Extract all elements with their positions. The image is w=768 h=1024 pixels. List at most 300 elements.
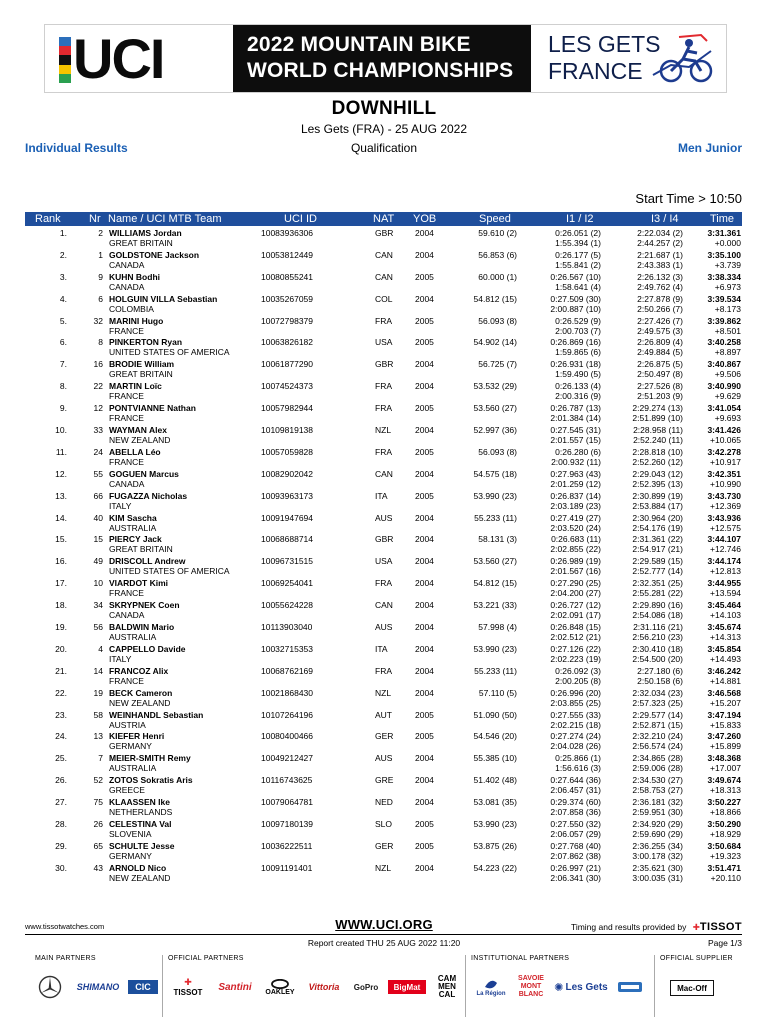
split-i4: 2:52.260 (12) bbox=[632, 456, 683, 467]
uci-id: 10080400466 bbox=[261, 731, 314, 742]
uci-rainbow-stripes bbox=[59, 37, 71, 83]
gopro-logo: GoPro bbox=[353, 982, 379, 992]
rank: 15. bbox=[55, 534, 67, 545]
table-row bbox=[25, 490, 742, 512]
split-i2: 1:55.841 (2) bbox=[555, 259, 601, 270]
tissot-cross-icon: ✚ bbox=[692, 922, 700, 932]
rider-name: GOLDSTONE Jackson bbox=[109, 249, 200, 260]
uci-logo: UCI bbox=[73, 27, 164, 90]
uci-id: 10093963173 bbox=[261, 490, 314, 501]
split-i3: 2:26.875 (5) bbox=[637, 359, 683, 370]
finish-time: 3:40.867 bbox=[707, 359, 741, 370]
speed: 53.560 (27) bbox=[473, 403, 517, 414]
split-i1: 0:27.419 (27) bbox=[550, 512, 601, 523]
rider-country: FRANCE bbox=[109, 588, 144, 599]
time-gap: +14.103 bbox=[710, 610, 741, 621]
finish-time: 3:45.674 bbox=[707, 622, 741, 633]
split-i1: 0:26.727 (12) bbox=[550, 600, 601, 611]
year-of-birth: 2005 bbox=[415, 271, 434, 282]
time-gap: +9.629 bbox=[714, 391, 741, 402]
split-i1: 0:27.545 (31) bbox=[550, 425, 601, 436]
rank: 16. bbox=[55, 556, 67, 567]
nationality-code: USA bbox=[375, 337, 393, 348]
bib-number: 65 bbox=[93, 840, 103, 851]
split-i3: 2:27.878 (9) bbox=[637, 293, 683, 304]
cyclist-icon bbox=[649, 31, 719, 87]
split-i1: 0:26.177 (5) bbox=[555, 249, 601, 260]
year-of-birth: 2004 bbox=[415, 622, 434, 633]
nationality-code: CAN bbox=[375, 249, 393, 260]
rider-country: FRANCE bbox=[109, 675, 144, 686]
rank: 18. bbox=[55, 600, 67, 611]
time-gap: +8.897 bbox=[714, 347, 741, 358]
split-i3: 2:30.964 (20) bbox=[632, 512, 683, 523]
rider-name: HOLGUIN VILLA Sebastian bbox=[109, 293, 218, 304]
split-i3: 2:22.034 (2) bbox=[637, 228, 683, 238]
speed: 54.812 (15) bbox=[473, 578, 517, 589]
split-i4: 2:54.917 (21) bbox=[632, 544, 683, 555]
finish-time: 3:43.730 bbox=[707, 490, 741, 501]
bib-number: 1 bbox=[98, 249, 103, 260]
table-row bbox=[25, 599, 742, 621]
page-title: DOWNHILL bbox=[331, 98, 437, 119]
split-i2: 1:58.641 (4) bbox=[555, 281, 601, 292]
time-gap: +13.594 bbox=[710, 588, 741, 599]
split-i1: 0:26.567 (10) bbox=[550, 271, 601, 282]
table-row bbox=[25, 336, 742, 358]
uci-id: 10091191401 bbox=[261, 862, 313, 873]
rank: 20. bbox=[55, 643, 67, 654]
finish-time: 3:31.361 bbox=[707, 228, 741, 238]
rider-name: WAYMAN Alex bbox=[109, 425, 167, 436]
speed: 54.223 (22) bbox=[473, 862, 517, 873]
bib-number: 56 bbox=[93, 622, 103, 633]
speed: 53.990 (23) bbox=[473, 490, 517, 501]
speed: 54.546 (20) bbox=[473, 731, 517, 742]
rider-country: COLOMBIA bbox=[109, 303, 154, 314]
rider-name: MARINI Hugo bbox=[109, 315, 164, 326]
rider-country: SLOVENIA bbox=[109, 829, 152, 840]
rider-name: BECK Cameron bbox=[109, 687, 173, 698]
oakley-logo: OAKLEY bbox=[260, 973, 300, 1001]
nationality-code: NZL bbox=[375, 862, 392, 873]
rider-country: UNITED STATES OF AMERICA bbox=[109, 347, 230, 358]
split-i3: 2:28.958 (11) bbox=[633, 425, 683, 436]
time-gap: +14.493 bbox=[710, 653, 741, 664]
finish-time: 3:45.854 bbox=[707, 643, 741, 654]
uci-id: 10035267059 bbox=[261, 293, 314, 304]
table-row bbox=[25, 512, 742, 534]
uci-id: 10096731515 bbox=[261, 556, 314, 567]
time-gap: +6.973 bbox=[714, 281, 741, 292]
split-i3: 2:32.210 (24) bbox=[632, 731, 683, 742]
rider-country: GERMANY bbox=[109, 850, 152, 861]
split-i1: 0:26.133 (4) bbox=[555, 381, 601, 392]
time-gap: +10.990 bbox=[710, 478, 741, 489]
nationality-code: AUT bbox=[375, 709, 392, 720]
uci-id: 10080855241 bbox=[261, 271, 314, 282]
uci-website-link[interactable]: WWW.UCI.ORG bbox=[335, 917, 433, 932]
oakley-ellipse-icon bbox=[271, 979, 289, 989]
split-i4: 3:00.035 (31) bbox=[632, 872, 683, 883]
split-i1: 0:26.989 (19) bbox=[550, 556, 601, 567]
rider-name: ZOTOS Sokratis Aris bbox=[109, 775, 193, 786]
time-gap: +9.693 bbox=[714, 413, 741, 424]
year-of-birth: 2005 bbox=[415, 819, 434, 830]
time-gap: +17.007 bbox=[710, 763, 741, 774]
rank: 9. bbox=[59, 403, 67, 414]
official-supplier-label: OFFICIAL SUPPLIER bbox=[660, 955, 733, 962]
uci-id: 10032715353 bbox=[261, 643, 314, 654]
rider-country: NEW ZEALAND bbox=[109, 697, 171, 708]
rider-country: AUSTRIA bbox=[109, 719, 146, 730]
split-i4: 2:59.951 (30) bbox=[632, 807, 683, 818]
split-i3: 2:35.621 (30) bbox=[632, 862, 683, 873]
split-i3: 2:26.809 (4) bbox=[637, 337, 683, 348]
bib-number: 32 bbox=[93, 315, 103, 326]
table-row bbox=[25, 555, 742, 577]
time-gap: +3.739 bbox=[714, 259, 741, 270]
championship-title-line1: 2022 MOUNTAIN BIKE bbox=[247, 33, 471, 56]
bib-number: 7 bbox=[98, 753, 103, 764]
rider-country: CANADA bbox=[109, 259, 145, 270]
uci-id: 10053812449 bbox=[261, 249, 314, 260]
rider-country: UNITED STATES OF AMERICA bbox=[109, 566, 230, 577]
year-of-birth: 2005 bbox=[415, 840, 434, 851]
uci-id: 10057982944 bbox=[261, 403, 314, 414]
year-of-birth: 2004 bbox=[415, 753, 434, 764]
year-of-birth: 2005 bbox=[415, 709, 434, 720]
rider-country: NETHERLANDS bbox=[109, 807, 173, 818]
split-i3: 2:27.526 (8) bbox=[637, 381, 683, 392]
rider-country: GERMANY bbox=[109, 741, 152, 752]
split-i1: 0:27.963 (43) bbox=[550, 468, 601, 479]
rider-name: GOGUEN Marcus bbox=[109, 468, 179, 479]
split-i1: 0:26.787 (13) bbox=[550, 403, 601, 414]
split-i4: 2:59.006 (28) bbox=[632, 763, 683, 774]
sponsor-divider bbox=[162, 955, 163, 1017]
nationality-code: AUS bbox=[375, 753, 393, 764]
split-i1: 0:27.550 (32) bbox=[550, 819, 601, 830]
header-i1-i2: I1 / I2 bbox=[566, 213, 594, 225]
bib-number: 75 bbox=[93, 797, 103, 808]
rider-name: BRODIE William bbox=[109, 359, 175, 370]
bigmat-logo: BigMat bbox=[388, 980, 426, 994]
nationality-code: SLO bbox=[375, 819, 393, 830]
table-row bbox=[25, 621, 742, 643]
table-row bbox=[25, 271, 742, 293]
nationality-code: CAN bbox=[375, 600, 393, 611]
rider-name: VIARDOT Kimi bbox=[109, 578, 169, 589]
time-gap: +20.110 bbox=[710, 872, 741, 883]
finish-time: 3:39.534 bbox=[707, 293, 741, 304]
finish-time: 3:47.260 bbox=[707, 731, 741, 742]
year-of-birth: 2005 bbox=[415, 337, 434, 348]
finish-time: 3:42.351 bbox=[707, 468, 741, 479]
speed: 54.575 (18) bbox=[473, 468, 517, 479]
rider-country: GREAT BRITAIN bbox=[109, 544, 173, 555]
time-gap: +12.369 bbox=[710, 500, 741, 511]
split-i1: 0:27.290 (25) bbox=[550, 578, 601, 589]
finish-time: 3:44.174 bbox=[707, 556, 741, 567]
time-gap: +10.917 bbox=[710, 456, 741, 467]
split-i2: 2:01.557 (15) bbox=[550, 435, 601, 446]
bib-number: 66 bbox=[93, 490, 103, 501]
split-i4: 2:52.395 (13) bbox=[632, 478, 683, 489]
rider-country: ITALY bbox=[109, 653, 132, 664]
split-i4: 2:50.158 (6) bbox=[637, 675, 683, 686]
speed: 60.000 (1) bbox=[478, 271, 517, 282]
rank: 17. bbox=[55, 578, 67, 589]
nationality-code: COL bbox=[375, 293, 393, 304]
table-row bbox=[25, 709, 742, 731]
time-gap: +12.575 bbox=[710, 522, 741, 533]
table-row bbox=[25, 249, 742, 271]
time-gap: +8.173 bbox=[714, 303, 741, 314]
tissot-website[interactable]: www.tissotwatches.com bbox=[25, 922, 105, 931]
split-i2: 1:59.490 (5) bbox=[555, 369, 601, 380]
nationality-code: CAN bbox=[375, 468, 393, 479]
split-i3: 2:31.361 (22) bbox=[632, 534, 683, 545]
split-i3: 2:36.255 (34) bbox=[632, 840, 683, 851]
muc-off-logo: Mac-Off bbox=[670, 980, 714, 996]
year-of-birth: 2004 bbox=[415, 687, 434, 698]
split-i4: 2:52.777 (14) bbox=[632, 566, 683, 577]
bib-number: 10 bbox=[93, 578, 103, 589]
table-row bbox=[25, 380, 742, 402]
venue-logo: LES GETS FRANCE bbox=[548, 31, 661, 84]
split-i3: 2:28.818 (10) bbox=[632, 446, 683, 457]
rider-country: AUSTRALIA bbox=[109, 763, 157, 774]
rank: 26. bbox=[55, 775, 67, 786]
year-of-birth: 2004 bbox=[415, 775, 434, 786]
rank: 10. bbox=[55, 425, 67, 436]
split-i4: 2:53.884 (17) bbox=[632, 500, 683, 511]
rider-country: AUSTRALIA bbox=[109, 632, 157, 643]
split-i2: 1:59.865 (6) bbox=[555, 347, 601, 358]
rider-country: NEW ZEALAND bbox=[109, 435, 171, 446]
nationality-code: NED bbox=[375, 797, 393, 808]
bib-number: 55 bbox=[93, 468, 103, 479]
institutional-partners-label: INSTITUTIONAL PARTNERS bbox=[471, 955, 570, 962]
rider-name: ABELLA Léo bbox=[109, 446, 161, 457]
split-i4: 2:44.257 (2) bbox=[637, 238, 683, 248]
uci-id: 10091947694 bbox=[261, 512, 314, 523]
rider-country: GREAT BRITAIN bbox=[109, 238, 173, 248]
bib-number: 12 bbox=[93, 403, 103, 414]
year-of-birth: 2004 bbox=[415, 643, 434, 654]
bib-number: 33 bbox=[93, 425, 103, 436]
speed: 55.233 (11) bbox=[474, 665, 517, 676]
split-i3: 2:31.116 (21) bbox=[633, 622, 683, 633]
uci-id: 10049212427 bbox=[261, 753, 314, 764]
region-shape-icon bbox=[483, 977, 499, 991]
split-i2: 2:02.512 (21) bbox=[550, 632, 601, 643]
speed: 59.610 (2) bbox=[478, 228, 517, 238]
finish-time: 3:50.290 bbox=[707, 819, 741, 830]
split-i2: 2:07.862 (38) bbox=[550, 850, 601, 861]
bib-number: 52 bbox=[93, 775, 103, 786]
split-i2: 2:06.341 (30) bbox=[550, 872, 601, 883]
rider-name: SCHULTE Jesse bbox=[109, 840, 175, 851]
split-i2: 2:01.567 (16) bbox=[550, 566, 601, 577]
santini-logo: Santini bbox=[218, 981, 252, 993]
time-gap: +15.833 bbox=[710, 719, 741, 730]
time-gap: +18.866 bbox=[710, 807, 741, 818]
table-row bbox=[25, 665, 742, 687]
table-row bbox=[25, 424, 742, 446]
bib-number: 15 bbox=[93, 534, 103, 545]
bib-number: 8 bbox=[98, 337, 103, 348]
split-i3: 2:30.410 (18) bbox=[632, 643, 683, 654]
emblem-icon bbox=[617, 978, 643, 996]
split-i4: 2:56.574 (24) bbox=[632, 741, 683, 752]
speed: 56.853 (6) bbox=[478, 249, 517, 260]
rider-name: PIERCY Jack bbox=[109, 534, 162, 545]
year-of-birth: 2004 bbox=[415, 293, 434, 304]
split-i2: 2:00.703 (7) bbox=[555, 325, 601, 336]
rank: 23. bbox=[55, 709, 67, 720]
table-row bbox=[25, 730, 742, 752]
bib-number: 49 bbox=[93, 556, 103, 567]
time-gap: +0.000 bbox=[714, 238, 741, 248]
split-i4: 2:52.871 (15) bbox=[632, 719, 683, 730]
uci-id: 10083936306 bbox=[261, 228, 314, 238]
results-type: Individual Results bbox=[25, 141, 128, 155]
split-i3: 2:21.687 (1) bbox=[637, 249, 683, 260]
speed: 53.875 (26) bbox=[473, 840, 517, 851]
results-table-body bbox=[25, 227, 742, 884]
split-i2: 2:03.855 (25) bbox=[550, 697, 601, 708]
uci-id: 10063826182 bbox=[261, 337, 314, 348]
split-i1: 0:26.092 (3) bbox=[555, 665, 601, 676]
year-of-birth: 2004 bbox=[415, 797, 434, 808]
uci-id: 10057059828 bbox=[261, 446, 314, 457]
split-i2: 2:06.457 (31) bbox=[550, 785, 601, 796]
championship-banner bbox=[44, 24, 727, 93]
split-i2: 2:01.384 (14) bbox=[550, 413, 601, 424]
nationality-code: ITA bbox=[375, 643, 388, 654]
bib-number: 6 bbox=[98, 293, 103, 304]
year-of-birth: 2004 bbox=[415, 228, 434, 238]
speed: 51.090 (50) bbox=[473, 709, 517, 720]
shimano-logo: SHIMANO bbox=[76, 982, 120, 992]
year-of-birth: 2004 bbox=[415, 425, 434, 436]
finish-time: 3:39.862 bbox=[707, 315, 741, 326]
table-row bbox=[25, 446, 742, 468]
finish-time: 3:48.368 bbox=[707, 753, 741, 764]
table-row bbox=[25, 577, 742, 599]
finish-time: 3:50.227 bbox=[707, 797, 741, 808]
split-i1: 0:26.683 (11) bbox=[551, 534, 601, 545]
nationality-code: FRA bbox=[375, 403, 392, 414]
table-row bbox=[25, 774, 742, 796]
split-i1: 0:27.274 (24) bbox=[550, 731, 601, 742]
finish-time: 3:41.054 bbox=[707, 403, 741, 414]
rank: 3. bbox=[59, 271, 67, 282]
nationality-code: NZL bbox=[375, 425, 392, 436]
table-row bbox=[25, 862, 742, 884]
split-i2: 2:01.259 (12) bbox=[550, 478, 601, 489]
year-of-birth: 2005 bbox=[415, 315, 434, 326]
split-i4: 2:51.203 (9) bbox=[637, 391, 683, 402]
finish-time: 3:43.936 bbox=[707, 512, 741, 523]
uci-id: 10061877290 bbox=[261, 359, 314, 370]
finish-time: 3:41.426 bbox=[707, 425, 741, 436]
rank: 14. bbox=[55, 512, 67, 523]
speed: 53.532 (29) bbox=[473, 381, 517, 392]
table-row bbox=[25, 840, 742, 862]
split-i2: 2:02.091 (17) bbox=[550, 610, 601, 621]
time-gap: +18.929 bbox=[710, 829, 741, 840]
split-i1: 0:26.051 (2) bbox=[555, 228, 601, 238]
nationality-code: AUS bbox=[375, 622, 393, 633]
rank: 19. bbox=[55, 622, 67, 633]
event-location-date: Les Gets (FRA) - 25 AUG 2022 bbox=[300, 122, 468, 136]
table-row bbox=[25, 643, 742, 665]
speed: 53.081 (35) bbox=[473, 797, 517, 808]
rank: 1. bbox=[59, 228, 67, 238]
bib-number: 13 bbox=[93, 731, 103, 742]
table-row bbox=[25, 468, 742, 490]
bib-number: 2 bbox=[98, 228, 103, 238]
time-gap: +14.313 bbox=[710, 632, 741, 643]
year-of-birth: 2004 bbox=[415, 534, 434, 545]
uci-id: 10021868430 bbox=[261, 687, 314, 698]
rider-name: PONTVIANNE Nathan bbox=[109, 403, 196, 414]
table-row bbox=[25, 687, 742, 709]
rider-country: CANADA bbox=[109, 281, 145, 292]
time-gap: +14.881 bbox=[710, 675, 741, 686]
round-name: Qualification bbox=[350, 141, 418, 155]
finish-time: 3:45.464 bbox=[707, 600, 741, 611]
rider-name: FRANCOZ Alix bbox=[109, 665, 169, 676]
uci-id: 10074524373 bbox=[261, 381, 314, 392]
split-i1: 0:25.866 (1) bbox=[555, 753, 601, 764]
uci-id: 10116743625 bbox=[261, 775, 313, 786]
split-i2: 2:04.028 (26) bbox=[550, 741, 601, 752]
footer-divider bbox=[25, 934, 742, 935]
bib-number: 26 bbox=[93, 819, 103, 830]
split-i1: 0:26.848 (15) bbox=[550, 622, 601, 633]
uci-id: 10068762169 bbox=[261, 665, 314, 676]
rider-country: GREECE bbox=[109, 785, 145, 796]
rider-name: SKRYPNEK Coen bbox=[109, 600, 180, 611]
rider-name: MEIER-SMITH Remy bbox=[109, 753, 191, 764]
speed: 55.385 (10) bbox=[473, 753, 517, 764]
split-i3: 2:29.043 (12) bbox=[632, 468, 683, 479]
split-i3: 2:32.034 (23) bbox=[632, 687, 683, 698]
tissot-logo: ✚ TISSOT bbox=[173, 977, 203, 997]
rider-country: ITALY bbox=[109, 500, 132, 511]
table-row bbox=[25, 293, 742, 315]
year-of-birth: 2004 bbox=[415, 556, 434, 567]
split-i4: 2:54.086 (18) bbox=[632, 610, 683, 621]
split-i4: 2:54.176 (19) bbox=[632, 522, 683, 533]
nationality-code: CAN bbox=[375, 271, 393, 282]
speed: 53.560 (27) bbox=[473, 556, 517, 567]
table-row bbox=[25, 818, 742, 840]
time-gap: +9.506 bbox=[714, 369, 741, 380]
split-i2: 2:02.215 (18) bbox=[550, 719, 601, 730]
uci-id: 10079064781 bbox=[261, 797, 314, 808]
speed: 57.998 (4) bbox=[478, 622, 517, 633]
split-i2: 1:55.394 (1) bbox=[555, 238, 601, 248]
start-time: Start Time > 10:50 bbox=[635, 191, 742, 206]
finish-time: 3:49.674 bbox=[707, 775, 741, 786]
category-name: Men Junior bbox=[677, 141, 742, 155]
nationality-code: GBR bbox=[375, 359, 394, 370]
